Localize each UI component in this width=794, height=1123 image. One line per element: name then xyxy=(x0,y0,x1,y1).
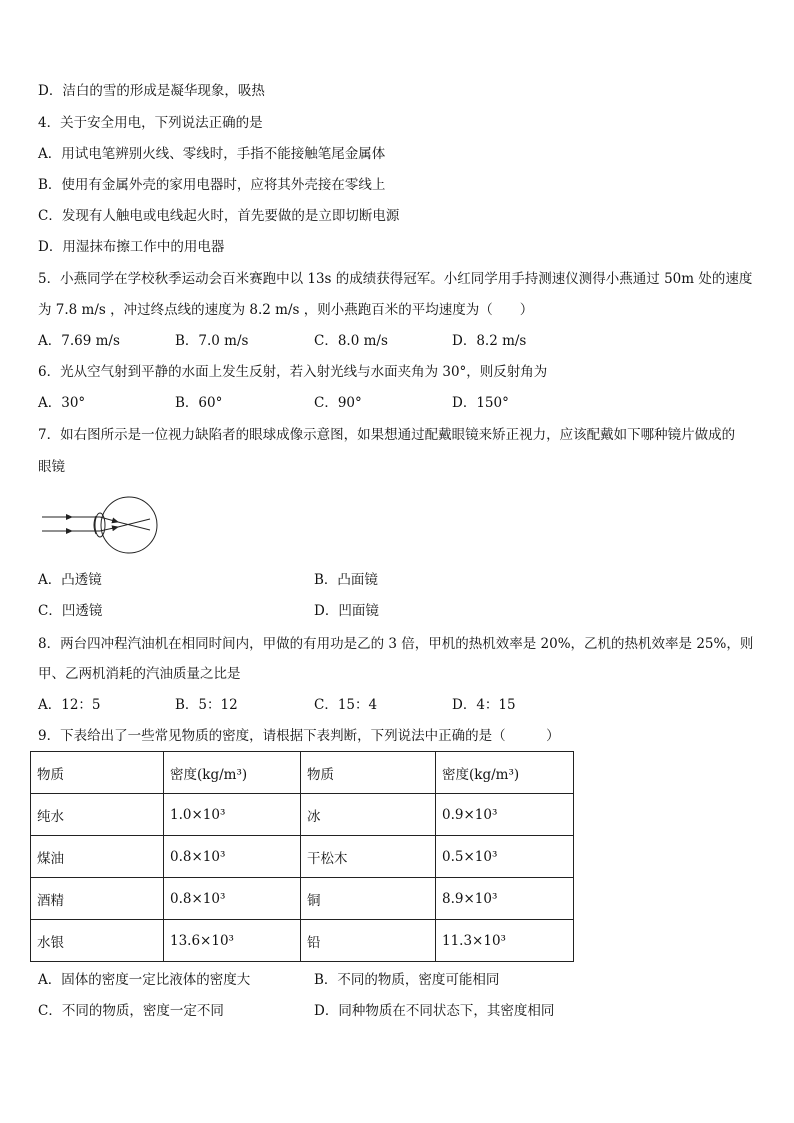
table-cell: 0.8×10³ xyxy=(164,836,301,878)
table-row xyxy=(31,836,574,878)
q8-option-d: D．4：15 xyxy=(452,697,516,713)
q7-option-b: B．凸面镜 xyxy=(314,572,378,588)
q6-option-d: D．150° xyxy=(452,395,509,411)
table-row xyxy=(31,920,574,962)
q4-option-c: C．发现有人触电或电线起火时，首先要做的是立即切断电源 xyxy=(38,208,400,224)
q5-option-b: B．7.0 m/s xyxy=(175,333,249,349)
table-row xyxy=(31,878,574,920)
q9-option-b: B．不同的物质，密度可能相同 xyxy=(314,972,500,988)
q3-option-d: D．洁白的雪的形成是凝华现象，吸热 xyxy=(38,83,265,99)
q9-stem: 9．下表给出了一些常见物质的密度，请根据下表判断，下列说法中正确的是（ ） xyxy=(38,728,560,744)
refracted-ray-bottom xyxy=(100,527,118,531)
table-cell: 0.8×10³ xyxy=(164,878,301,920)
q6-option-a: A．30° xyxy=(38,395,86,411)
refracted-ray-top xyxy=(100,517,118,522)
q9-option-c: C．不同的物质，密度一定不同 xyxy=(38,1003,224,1019)
q4-option-b: B．使用有金属外壳的家用电器时，应将其外壳接在零线上 xyxy=(38,177,386,193)
q9-option-a: A．固体的密度一定比液体的密度大 xyxy=(38,972,251,988)
q7-option-c: C．凹透镜 xyxy=(38,603,103,619)
q4-stem: 4．关于安全用电，下列说法正确的是 xyxy=(38,115,263,131)
table-header-cell: 物质 xyxy=(31,752,164,794)
q5-option-a: A．7.69 m/s xyxy=(38,333,120,349)
q6-option-c: C．90° xyxy=(314,395,362,411)
table-cell: 0.5×10³ xyxy=(436,836,574,878)
table-header-cell: 物质 xyxy=(301,752,436,794)
q7-stem-line1: 7．如右图所示是一位视力缺陷者的眼球成像示意图，如果想通过配戴眼镜来矫正视力，应该配戴如下哪种镜片做成的 xyxy=(38,427,736,443)
table-row xyxy=(31,794,574,836)
q5-stem-line2: 为 7.8 m/s ，冲过终点线的速度为 8.2 m/s ，则小燕跑百米的平均速度为（ ） xyxy=(38,302,534,318)
table-cell: 铜 xyxy=(301,878,436,920)
q5-option-c: C．8.0 m/s xyxy=(314,333,388,349)
table-header-cell: 密度(kg/m³) xyxy=(164,752,301,794)
table-header-row xyxy=(31,752,574,794)
table-cell: 8.9×10³ xyxy=(436,878,574,920)
q5-stem-line1: 5．小燕同学在学校秋季运动会百米赛跑中以 13s 的成绩获得冠军。小红同学用手持测速仪测得小燕通过 50m 处的速度 xyxy=(38,271,753,287)
table-cell: 1.0×10³ xyxy=(164,794,301,836)
q8-stem-line2: 甲、乙两机消耗的汽油质量之比是 xyxy=(38,666,241,682)
q6-option-b: B．60° xyxy=(175,395,223,411)
q8-option-c: C．15：4 xyxy=(314,697,378,713)
table-cell: 冰 xyxy=(301,794,436,836)
table-cell: 纯水 xyxy=(31,794,164,836)
table-cell: 11.3×10³ xyxy=(436,920,574,962)
q8-option-a: A．12：5 xyxy=(38,697,101,713)
q7-option-d: D．凹面镜 xyxy=(314,603,379,619)
q5-option-d: D．8.2 m/s xyxy=(452,333,527,349)
table-cell: 水银 xyxy=(31,920,164,962)
q8-option-b: B．5：12 xyxy=(175,697,238,713)
density-table xyxy=(30,751,574,962)
table-cell: 煤油 xyxy=(31,836,164,878)
table-cell: 铅 xyxy=(301,920,436,962)
q8-stem-line1: 8．两台四冲程汽油机在相同时间内，甲做的有用功是乙的 3 倍，甲机的热机效率是 20%，乙机的热机效率是 25%，则 xyxy=(38,636,754,652)
q7-option-a: A．凸透镜 xyxy=(38,572,102,588)
q4-option-d: D．用湿抹布擦工作中的用电器 xyxy=(38,239,225,255)
q4-option-a: A．用试电笔辨别火线、零线时，手指不能接触笔尾金属体 xyxy=(38,146,386,162)
eye-diagram xyxy=(38,494,160,556)
q7-stem-line2: 眼镜 xyxy=(38,459,65,475)
q6-stem: 6．光从空气射到平静的水面上发生反射，若入射光线与水面夹角为 30°，则反射角为 xyxy=(38,364,548,380)
table-cell: 0.9×10³ xyxy=(436,794,574,836)
table-cell: 13.6×10³ xyxy=(164,920,301,962)
table-header-cell: 密度(kg/m³) xyxy=(436,752,574,794)
q9-option-d: D．同种物质在不同状态下，其密度相同 xyxy=(314,1003,555,1019)
table-cell: 干松木 xyxy=(301,836,436,878)
table-cell: 酒精 xyxy=(31,878,164,920)
